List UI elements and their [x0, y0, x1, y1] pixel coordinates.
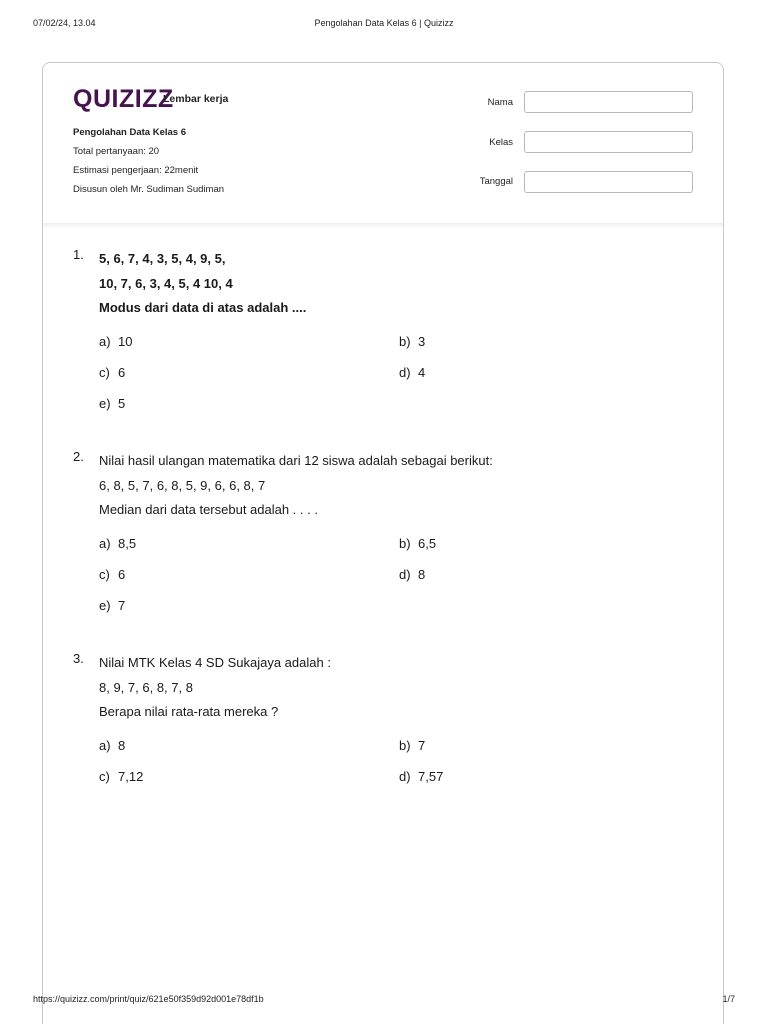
- option-d: [399, 769, 443, 784]
- header-divider: [43, 223, 723, 229]
- option-letter: d): [399, 567, 411, 582]
- option-text: 7: [118, 598, 126, 613]
- option-a: [99, 536, 136, 551]
- option-letter: e): [99, 598, 111, 613]
- option-text: 6: [118, 567, 126, 582]
- question-line: Modus dari data di atas adalah ....: [99, 300, 307, 315]
- option-letter: c): [99, 769, 110, 784]
- question-line: 6, 8, 5, 7, 6, 8, 5, 9, 6, 6, 8, 7: [99, 477, 266, 493]
- date-field-label: Tanggal: [479, 176, 513, 187]
- question-line: 8, 9, 7, 6, 8, 7, 8: [99, 679, 193, 695]
- option-letter: b): [399, 536, 411, 551]
- option-text: 5: [118, 396, 126, 411]
- option-letter: a): [99, 536, 111, 551]
- option-letter: c): [99, 567, 110, 582]
- question-number: 3.: [73, 651, 84, 666]
- option-d: [399, 567, 425, 582]
- option-letter: c): [99, 365, 110, 380]
- print-datetime: 07/02/24, 13.04: [33, 18, 96, 28]
- question-number: 2.: [73, 449, 84, 464]
- option-letter: a): [99, 334, 111, 349]
- option-text: 7,12: [118, 769, 144, 784]
- question-line: Nilai MTK Kelas 4 SD Sukajaya adalah :: [99, 655, 331, 670]
- name-field[interactable]: [524, 91, 693, 113]
- question-line: Median dari data tersebut adalah . . . .: [99, 502, 318, 517]
- option-text: 6,5: [418, 536, 437, 551]
- option-letter: b): [399, 334, 411, 349]
- option-text: 4: [418, 365, 426, 380]
- option-e: [99, 396, 125, 411]
- quiz-author: Disusun oleh Mr. Sudiman Sudiman: [73, 184, 225, 195]
- date-field[interactable]: [524, 171, 693, 193]
- question-text: [99, 449, 493, 523]
- worksheet-card: [42, 62, 724, 1024]
- option-text: 8: [418, 567, 426, 582]
- option-letter: e): [99, 396, 111, 411]
- print-page-number: 1/7: [722, 994, 735, 1004]
- print-page-title: Pengolahan Data Kelas 6 | Quizizz: [314, 18, 454, 28]
- option-d: [399, 365, 425, 380]
- worksheet-label: Lembar kerja: [163, 93, 229, 105]
- option-b: [399, 536, 436, 551]
- question-line: 10, 7, 6, 3, 4, 5, 4 10, 4: [99, 275, 233, 291]
- quizizz-logo: QUIZIZZ: [73, 85, 174, 113]
- option-c: [99, 365, 125, 380]
- question-text: [99, 247, 306, 321]
- option-a: [99, 738, 125, 753]
- name-field-label: Nama: [487, 97, 513, 108]
- option-letter: d): [399, 769, 411, 784]
- option-text: 8: [118, 738, 126, 753]
- option-a: [99, 334, 132, 349]
- question-line: Nilai hasil ulangan matematika dari 12 siswa adalah sebagai berikut:: [99, 453, 493, 468]
- total-questions: Total pertanyaan: 20: [73, 146, 160, 157]
- question-line: 5, 6, 7, 4, 3, 5, 4, 9, 5,: [99, 251, 226, 266]
- print-header: [0, 18, 768, 32]
- option-c: [99, 567, 125, 582]
- class-field[interactable]: [524, 131, 693, 153]
- question-number: 1.: [73, 247, 84, 262]
- option-letter: b): [399, 738, 411, 753]
- worksheet-header: [43, 63, 723, 224]
- option-letter: a): [99, 738, 111, 753]
- option-letter: d): [399, 365, 411, 380]
- option-b: [399, 738, 425, 753]
- question-text: [99, 651, 331, 725]
- quiz-title: Pengolahan Data Kelas 6: [73, 127, 186, 138]
- option-text: 10: [118, 334, 133, 349]
- option-c: [99, 769, 143, 784]
- class-field-label: Kelas: [489, 137, 513, 148]
- option-text: 7: [418, 738, 426, 753]
- option-text: 7,57: [418, 769, 444, 784]
- option-text: 6: [118, 365, 126, 380]
- option-text: 8,5: [118, 536, 137, 551]
- time-estimate: Estimasi pengerjaan: 22menit: [73, 165, 199, 176]
- question-line: Berapa nilai rata-rata mereka ?: [99, 704, 279, 719]
- option-text: 3: [418, 334, 426, 349]
- print-footer: [0, 994, 768, 1008]
- option-b: [399, 334, 425, 349]
- print-url: https://quizizz.com/print/quiz/621e50f359d92d001e78df1b: [33, 994, 264, 1004]
- option-e: [99, 598, 125, 613]
